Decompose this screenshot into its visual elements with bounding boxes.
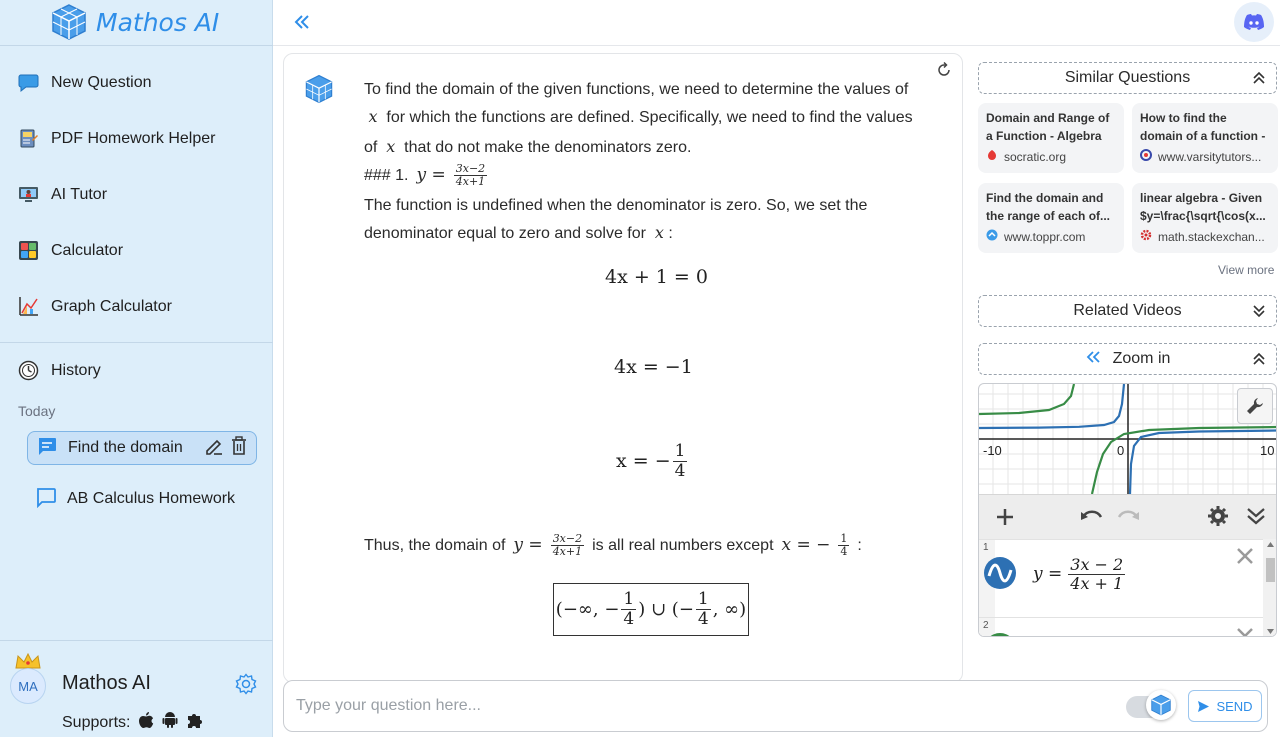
fraction [696,590,711,628]
nav-new-question[interactable] [18,72,152,93]
chevron-double-down-icon [1252,304,1266,323]
message-outline-icon [35,486,57,513]
source-text: www.varsitytutors... [1158,149,1262,164]
similar-question-title: Find the domain and the range of each of... [986,191,1111,223]
discord-icon [1243,13,1265,31]
send-label: SEND [1216,698,1253,714]
graph-gear-icon[interactable] [1207,505,1229,532]
fraction-denominator: 4 [623,609,635,629]
today-label: Today [18,403,56,419]
wrench-icon [1246,397,1264,415]
answer-text: denominator equal to zero and solve for [364,225,646,242]
fraction-denominator: 4 [840,545,848,558]
send-button[interactable] [1188,690,1262,722]
math-x-eq: x = − [781,535,831,555]
history-label: History [51,361,101,379]
similar-question-title: Domain and Range of a Function - Algebra [986,111,1110,143]
user-name: Mathos AI [62,672,151,694]
fraction [673,442,688,480]
expression-lhs: y = [1033,564,1063,585]
similar-question-card[interactable] [1132,103,1278,173]
sidebar [0,0,273,737]
fraction-denominator: 4 [674,460,686,481]
similar-question-source [1140,229,1270,244]
collapse-sidebar-icon[interactable] [292,12,312,37]
fraction-numerator: 3x − 2 [1070,555,1124,574]
assistant-avatar-icon [304,74,334,109]
history-item-ab-calculus[interactable] [27,482,257,516]
nav-label: New Question [51,73,152,91]
discord-button[interactable] [1234,2,1274,42]
supports-label: Supports: [62,713,131,731]
answer-text: Thus, the domain of [364,537,506,554]
graph-toolbar [979,494,1277,539]
fraction-denominator: 4x+1 [455,175,486,188]
answer-text: for which the functions are defined. Specifically, we need to find the values [386,109,913,126]
toppr-icon [986,229,998,244]
fraction [621,590,636,628]
colon: : [857,537,862,554]
fraction-numerator: 1 [840,531,848,545]
fraction-numerator: 3x−2 [455,161,486,175]
similar-question-source [1140,149,1270,164]
nav-label: Calculator [51,241,124,259]
expression-color-icon [983,632,1017,637]
redo-icon[interactable] [1115,505,1141,534]
similar-questions-title: Similar Questions [1064,69,1191,86]
zoom-in-title: Zoom in [1112,350,1171,367]
answer-paragraph [364,133,691,161]
graph-settings-button[interactable] [1237,388,1273,424]
fraction-numerator: 3x−2 [552,531,583,545]
send-icon [1197,700,1210,713]
chat-bubble-icon [18,72,39,93]
graph-calculator-widget[interactable] [978,383,1277,637]
divider [273,45,1280,46]
source-text: socratic.org [1004,149,1067,164]
mode-toggle[interactable] [1126,696,1172,718]
domain-left: (−∞, − [555,599,620,620]
divider [0,45,273,46]
origin-label: 0 [1117,443,1125,458]
similar-questions-header[interactable] [978,62,1277,94]
math-var: x [386,137,396,156]
chevron-double-left-icon [1085,350,1101,369]
fraction [551,533,584,558]
math-var: x [654,223,664,242]
similar-question-title: How to find the domain of a function - [1140,111,1266,143]
similar-question-card[interactable] [978,103,1124,173]
history-header[interactable] [18,360,101,381]
domain-result-box [553,583,749,636]
similar-question-title: linear algebra - Given $y=\frac{\sqrt{\cos(x... [1140,191,1266,223]
math-y-eq: y = [416,165,446,185]
nav-label: PDF Homework Helper [51,129,216,147]
graph-plot[interactable] [979,384,1277,494]
source-text: www.toppr.com [1004,229,1086,244]
x-axis-max-label: 10 [1260,443,1275,458]
expression-index: 1 [979,540,995,618]
fraction [1068,556,1125,592]
x-axis-min-label: -10 [983,443,1002,458]
chevron-double-down-icon[interactable] [1245,505,1267,532]
pdf-book-icon [18,128,39,149]
answer-text: The function is undefined when the denominator is zero. So, we set the [364,197,868,214]
varsity-tutors-icon [1140,149,1152,164]
socratic-icon [986,149,998,164]
delete-expression-icon[interactable] [1235,546,1255,571]
chevron-double-up-icon [1252,71,1266,90]
expression-row-1[interactable] [979,539,1277,617]
related-videos-header[interactable] [978,295,1277,327]
fraction-denominator: 4x+1 [552,545,583,558]
avatar-wrap [10,652,46,702]
fraction [454,163,487,188]
divider [0,342,273,343]
expression-index: 2 [979,618,995,637]
answer-text: that do not make the denominators zero. [404,139,692,156]
undo-icon[interactable] [1079,505,1105,534]
apple-icon[interactable] [138,711,154,734]
nav-graph-calculator[interactable] [18,296,172,317]
fraction-denominator: 4x + 1 [1070,573,1124,593]
logo[interactable] [50,3,219,41]
answer-paragraph [364,192,867,247]
fraction [838,533,849,558]
nav-ai-tutor[interactable] [18,184,107,205]
expression-row-2[interactable] [979,617,1277,637]
settings-gear-icon[interactable] [235,673,257,700]
similar-question-card[interactable] [978,183,1124,253]
puzzle-extension-icon[interactable] [186,712,203,734]
math-y-eq: y = [513,535,543,555]
answer-panel [283,53,963,683]
android-icon[interactable] [162,711,178,734]
nav-calculator[interactable] [18,240,123,261]
brand-name: Mathos AI [96,7,220,37]
history-item-label: AB Calculus Homework [67,490,236,507]
answer-text: To find the domain of the given functions, we need to determine the values of [364,81,909,98]
history-item-label: Find the domain [68,439,183,456]
history-clock-icon [18,360,39,381]
source-text: math.stackexchan... [1158,229,1265,244]
step-heading [364,162,487,189]
conclusion [364,532,862,559]
chevron-double-up-icon [1252,352,1266,371]
fraction-numerator: 1 [623,589,635,610]
edit-pencil-icon[interactable] [204,436,224,461]
domain-mid: ) ∪ (− [638,599,694,620]
zoom-in-header[interactable] [978,343,1277,375]
equation-1: 4x + 1 = 0 [605,266,708,288]
expression-scrollbar[interactable] [1263,539,1277,637]
history-item-find-the-domain[interactable] [27,431,257,465]
domain-right: , ∞) [712,599,747,620]
fraction-numerator: 1 [674,441,686,461]
equation-3 [616,442,687,480]
nav-label: AI Tutor [51,185,108,203]
toggle-knob [1146,690,1176,720]
nav-pdf-homework-helper[interactable] [18,128,215,149]
related-videos-title: Related Videos [1073,302,1182,319]
logo-cube-icon [50,3,88,41]
view-more-link[interactable]: View more [1218,263,1275,277]
answer-paragraph [364,76,913,131]
similar-question-source [986,229,1116,244]
equation-3-lhs: x = − [616,450,671,473]
answer-text: is all real numbers except [592,537,774,554]
nav-label: Graph Calculator [51,297,172,315]
message-icon [36,435,58,462]
divider [0,640,273,641]
monitor-tutor-icon [18,184,39,205]
add-expression-icon[interactable] [993,505,1017,534]
supports-row [62,711,203,734]
similar-question-card[interactable] [1132,183,1278,253]
fraction-numerator: 1 [697,589,709,610]
regenerate-icon[interactable] [936,62,952,83]
fraction-denominator: 4 [697,609,709,629]
calculator-icon [18,240,39,261]
avatar[interactable]: MA [10,668,46,704]
colon: : [668,225,673,242]
step-prefix: ### 1. [364,167,409,184]
equation-2: 4x = −1 [614,356,693,378]
delete-expression-icon[interactable] [1235,626,1255,637]
graph-chart-icon [18,296,39,317]
question-input-bar [283,680,1268,732]
delete-trash-icon[interactable] [230,436,248,461]
math-var: x [368,107,378,126]
desmos-logo-icon [983,556,1017,595]
cube-icon [1150,694,1172,716]
similar-question-source [986,149,1116,164]
stackexchange-icon [1140,229,1152,244]
expression-formula [1033,556,1125,592]
question-input[interactable] [296,691,1116,721]
answer-text: of [364,139,378,156]
